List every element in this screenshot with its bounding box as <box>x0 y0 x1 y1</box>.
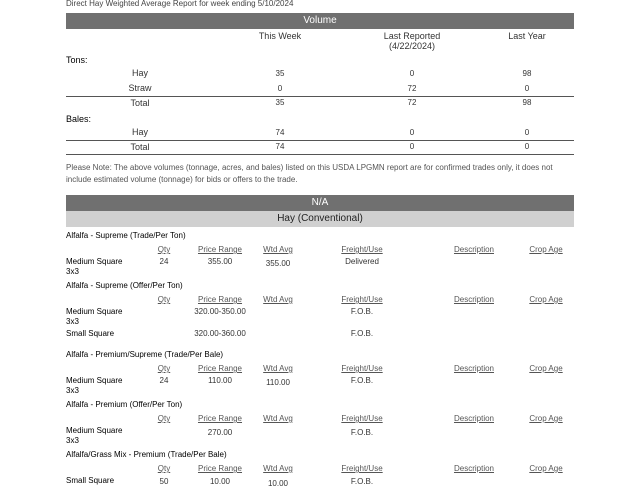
col-freight: Freight/Use <box>341 295 383 304</box>
bales-total-divider <box>66 140 574 141</box>
freight-value: F.O.B. <box>350 477 374 486</box>
item-size: 3x3 <box>66 386 79 395</box>
price-value: 10.00 <box>209 477 231 486</box>
qty-value: 24 <box>159 257 169 266</box>
col-price-range: Price Range <box>197 414 243 423</box>
bales-label: Bales: <box>66 114 92 124</box>
item-name: Medium Square <box>66 257 123 266</box>
category-header: Hay (Conventional) <box>66 211 574 227</box>
col-last-year: Last Year <box>508 31 546 41</box>
col-qty: Qty <box>157 245 171 254</box>
col-crop-age: Crop Age <box>529 364 563 373</box>
item-size: 3x3 <box>66 267 79 276</box>
wtd-avg-value: 10.00 <box>267 479 289 488</box>
col-price-range: Price Range <box>197 364 243 373</box>
item-name: Small Square <box>66 329 115 338</box>
col-qty: Qty <box>157 364 171 373</box>
item-name: Medium Square <box>66 426 123 435</box>
col-freight: Freight/Use <box>341 414 383 423</box>
bales-bottom-divider <box>66 154 574 155</box>
this-week-value: 74 <box>275 142 285 151</box>
section-title: Alfalfa - Premium/Supreme (Trade/Per Bale) <box>66 350 224 359</box>
note-line-2: include estimated volume (tonnage) for bids or offers to the trade. <box>66 175 298 184</box>
row-label: Hay <box>131 127 148 137</box>
section-title: Alfalfa - Supreme (Trade/Per Ton) <box>66 231 186 240</box>
this-week-value: 35 <box>275 69 285 78</box>
col-qty: Qty <box>157 414 171 423</box>
region-header: N/A <box>66 195 574 211</box>
section-title: Alfalfa - Supreme (Offer/Per Ton) <box>66 281 183 290</box>
freight-value: F.O.B. <box>350 307 374 316</box>
tons-total-divider <box>66 96 574 97</box>
col-wtd-avg: Wtd Avg <box>263 245 293 254</box>
tons-label: Tons: <box>66 55 88 65</box>
col-description: Description <box>453 364 494 373</box>
last-year-value: 0 <box>524 84 530 93</box>
this-week-value: 0 <box>277 84 283 93</box>
col-last-reported: Last Reported <box>383 31 441 41</box>
section-title: Alfalfa/Grass Mix - Premium (Trade/Per Bale) <box>66 450 227 459</box>
col-this-week: This Week <box>258 31 302 41</box>
col-description: Description <box>453 464 494 473</box>
col-price-range: Price Range <box>197 464 243 473</box>
row-label: Total <box>130 98 150 108</box>
col-description: Description <box>453 245 494 254</box>
col-description: Description <box>453 414 494 423</box>
last-reported-value: 72 <box>407 98 417 107</box>
item-size: 3x3 <box>66 436 79 445</box>
col-wtd-avg: Wtd Avg <box>263 464 293 473</box>
this-week-value: 35 <box>275 98 285 107</box>
price-value: 320.00-350.00 <box>194 307 246 316</box>
price-value: 270.00 <box>207 428 233 437</box>
item-name: Medium Square <box>66 376 123 385</box>
last-year-value: 0 <box>524 142 530 151</box>
last-reported-value: 0 <box>409 142 415 151</box>
last-year-value: 98 <box>522 98 532 107</box>
item-size: 3x3 <box>66 317 79 326</box>
row-label: Hay <box>131 68 148 78</box>
this-week-value: 74 <box>275 128 285 137</box>
volume-header: Volume <box>66 13 574 29</box>
col-crop-age: Crop Age <box>529 414 563 423</box>
col-price-range: Price Range <box>197 295 243 304</box>
col-wtd-avg: Wtd Avg <box>263 414 293 423</box>
last-reported-value: 72 <box>407 84 417 93</box>
col-freight: Freight/Use <box>341 464 383 473</box>
col-wtd-avg: Wtd Avg <box>263 364 293 373</box>
col-qty: Qty <box>157 295 171 304</box>
freight-value: F.O.B. <box>350 428 374 437</box>
freight-value: F.O.B. <box>350 376 374 385</box>
col-qty: Qty <box>157 464 171 473</box>
col-freight: Freight/Use <box>341 364 383 373</box>
col-wtd-avg: Wtd Avg <box>263 295 293 304</box>
price-value: 320.00-360.00 <box>194 329 246 338</box>
col-crop-age: Crop Age <box>529 464 563 473</box>
qty-value: 50 <box>159 477 169 486</box>
col-description: Description <box>453 295 494 304</box>
col-crop-age: Crop Age <box>529 295 563 304</box>
item-name: Small Square <box>66 476 115 485</box>
row-label: Straw <box>128 83 152 93</box>
col-last-reported-date: (4/22/2024) <box>388 41 436 51</box>
last-year-value: 98 <box>522 69 532 78</box>
col-freight: Freight/Use <box>341 245 383 254</box>
last-year-value: 0 <box>524 128 530 137</box>
price-value: 110.00 <box>208 376 232 385</box>
col-price-range: Price Range <box>197 245 243 254</box>
freight-value: Delivered <box>345 257 379 266</box>
wtd-avg-value: 110.00 <box>266 378 290 387</box>
section-title: Alfalfa - Premium (Offer/Per Ton) <box>66 400 183 409</box>
price-value: 355.00 <box>207 257 233 266</box>
qty-value: 24 <box>159 376 169 385</box>
wtd-avg-value: 355.00 <box>265 259 291 268</box>
note-line-1: Please Note: The above volumes (tonnage, acres, and bales) listed on this USDA LPGMN report are for confirmed trades only, it does not <box>66 163 553 172</box>
row-label: Total <box>130 142 150 152</box>
report-title: Direct Hay Weighted Average Report for week ending 5/10/2024 <box>66 0 294 8</box>
freight-value: F.O.B. <box>350 329 374 338</box>
last-reported-value: 0 <box>409 128 415 137</box>
col-crop-age: Crop Age <box>529 245 563 254</box>
last-reported-value: 0 <box>409 69 415 78</box>
item-name: Medium Square <box>66 307 123 316</box>
